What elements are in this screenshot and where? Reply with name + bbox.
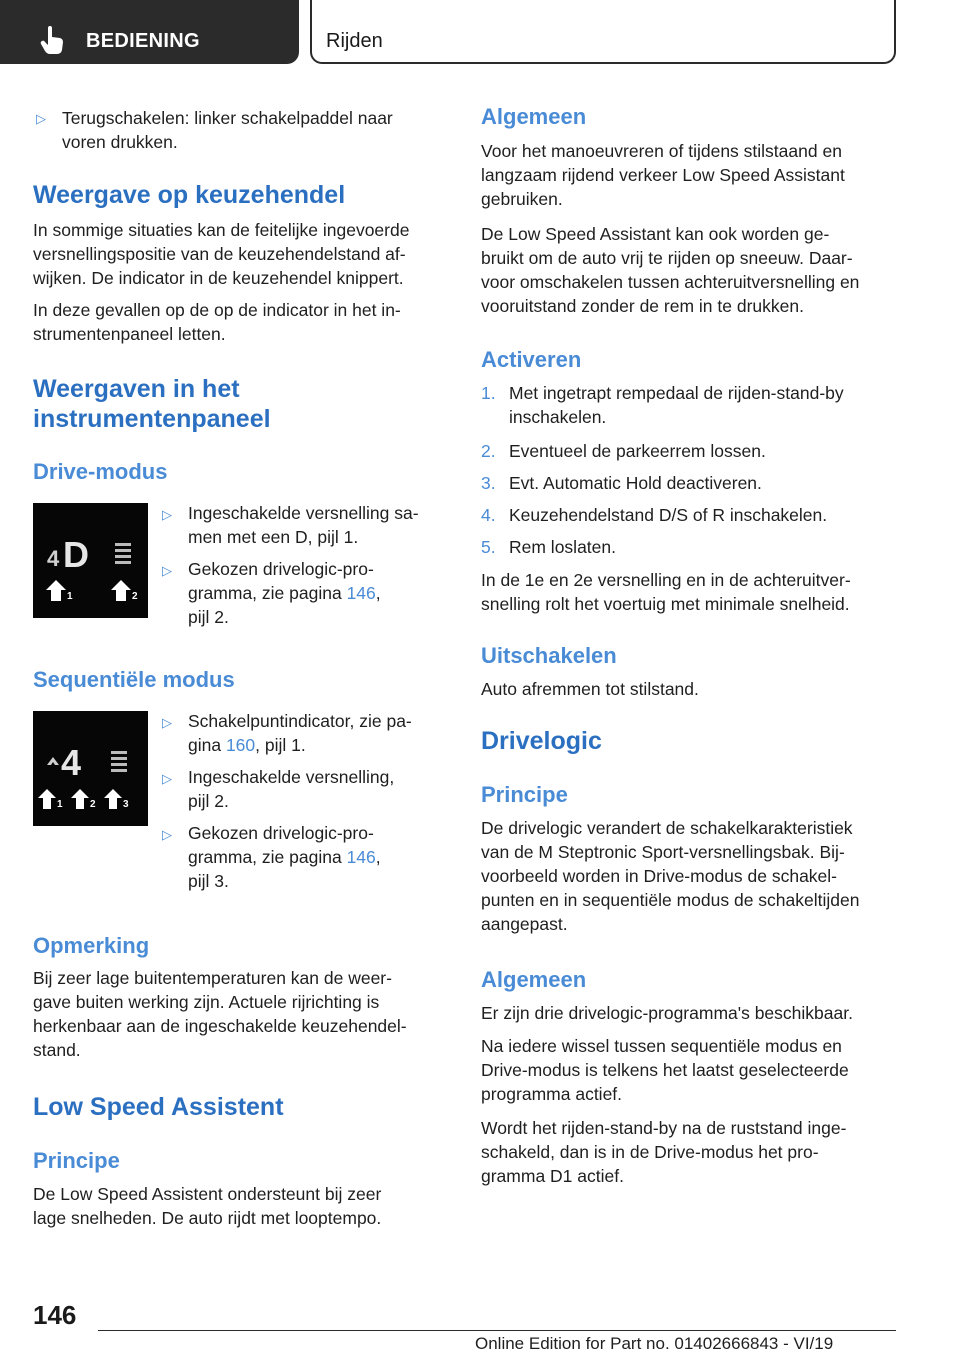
heading-principe: Principe <box>481 782 568 807</box>
paragraph: voorbeeld worden in Drive-modus de schakel‐ <box>481 866 838 886</box>
heading-algemeen-2: Algemeen <box>481 967 587 992</box>
paragraph: schakeld, dan is in de Drive-modus het pro‐ <box>481 1142 819 1162</box>
paragraph: van de M Steptronic Sport-versnellingsbak. Bij‐ <box>481 842 845 862</box>
paragraph: gebruiken. <box>481 189 563 209</box>
paragraph: Auto afremmen tot stilstand. <box>481 679 699 699</box>
paragraph: bruikt om de auto vrij te rijden op sneeuw. Daar‐ <box>481 248 853 268</box>
paragraph: De Low Speed Assistent ondersteunt bij zeer <box>33 1184 382 1204</box>
paragraph: In de 1e en 2e versnelling en in de achteruitver‐ <box>481 570 851 590</box>
bullet-text: pijl 2. <box>188 607 229 627</box>
step-text: Eventueel de parkeerrem lossen. <box>509 441 766 461</box>
arrow-label: 2 <box>132 591 138 602</box>
heading-drivelogic: Drivelogic <box>481 727 602 755</box>
sequential-mode-display-image <box>33 711 148 826</box>
paragraph: herkenbaar aan de ingeschakelde keuzehendel‐ <box>33 1016 407 1036</box>
paragraph: De Low Speed Assistant kan ook worden ge‐ <box>481 224 830 244</box>
heading-activeren: Activeren <box>481 347 582 372</box>
paragraph: Na iedere wissel tussen sequentiële modus en <box>481 1036 842 1056</box>
paragraph: Wordt het rijden-stand-by na de ruststand inge‐ <box>481 1118 847 1138</box>
step-number: 5. <box>481 537 496 557</box>
heading-weergaven-instrumentenpaneel: instrumentenpaneel <box>33 405 271 433</box>
paragraph: wijken. De indicator in de keuzehendel knippert. <box>33 268 404 288</box>
paragraph: voor omschakelen tussen achteruitversnelling en <box>481 272 860 292</box>
drive-mode-display-image <box>33 503 148 618</box>
bullet-text: Gekozen drivelogic-pro‐ <box>188 559 374 579</box>
bullet-text: Terugschakelen: linker schakelpaddel naar <box>62 108 393 128</box>
paragraph: lage snelheden. De auto rijdt met looptempo. <box>33 1208 382 1228</box>
display-gear: 4 <box>61 742 82 783</box>
chapter-label: BEDIENING <box>86 30 200 52</box>
paragraph: snelling rolt het voertuig met minimale snelheid. <box>481 594 850 614</box>
paragraph: versnellingspositie van de keuzehendelstand af‐ <box>33 244 406 264</box>
paragraph: gramma D1 actief. <box>481 1166 624 1186</box>
heading-low-speed-assistent: Low Speed Assistent <box>33 1093 284 1121</box>
display-gear: D <box>63 534 89 575</box>
chapter-tab <box>0 0 299 64</box>
bullet-triangle-icon: ▷ <box>162 771 172 786</box>
bullet-text: Ingeschakelde versnelling sa‐ <box>188 503 419 523</box>
paragraph: stand. <box>33 1040 81 1060</box>
heading-weergaven-instrumentenpaneel: Weergaven in het <box>33 375 240 403</box>
page-link[interactable]: 146 <box>346 583 376 603</box>
bullet-triangle-icon: ▷ <box>162 507 172 522</box>
step-text: inschakelen. <box>509 407 607 427</box>
bullet-text: gina 160, pijl 1. <box>188 735 306 755</box>
bullet-triangle-icon: ▷ <box>162 715 172 730</box>
edition-note: Online Edition for Part no. 01402666843 - VI/19 <box>475 1334 834 1353</box>
bullet-text: gramma, zie pagina 146, <box>188 847 381 867</box>
step-text: Met ingetrapt rempedaal de rijden-stand-by <box>509 383 844 403</box>
bullet-text: pijl 3. <box>188 871 229 891</box>
bullet-triangle-icon: ▷ <box>162 563 172 578</box>
bullet-text: pijl 2. <box>188 791 229 811</box>
paragraph: vooruitstand zonder de rem in te drukken. <box>481 296 804 316</box>
paragraph: programma actief. <box>481 1084 623 1104</box>
paragraph: Er zijn drie drivelogic-programma's beschikbaar. <box>481 1003 853 1023</box>
paragraph: gave buiten werking zijn. Actuele rijrichting is <box>33 992 380 1012</box>
step-number: 2. <box>481 441 496 461</box>
bullet-text: Ingeschakelde versnelling, <box>188 767 395 787</box>
heading-algemeen: Algemeen <box>481 104 587 129</box>
bullet-text: Schakelpuntindicator, zie pa‐ <box>188 711 412 731</box>
heading-sequentiele-modus: Sequentiële modus <box>33 667 235 692</box>
bullet-text: men met een D, pijl 1. <box>188 527 359 547</box>
arrow-label: 1 <box>67 591 73 602</box>
arrow-label: 1 <box>57 799 63 810</box>
step-number: 4. <box>481 505 496 525</box>
paragraph: De drivelogic verandert de schakelkarakteristiek <box>481 818 853 838</box>
section-header <box>310 0 896 64</box>
heading-opmerking: Opmerking <box>33 933 150 958</box>
page-link[interactable]: 160 <box>225 735 256 755</box>
paragraph: Voor het manoeuvreren of tijdens stilstaand en <box>481 141 842 161</box>
arrow-label: 3 <box>123 799 129 810</box>
paragraph: In deze gevallen op de op de indicator in het in‐ <box>33 300 401 320</box>
display-prog-number: 4 <box>47 546 60 571</box>
paragraph: In sommige situaties kan de feitelijke ingevoerde <box>33 220 410 240</box>
page-link[interactable]: 146 <box>346 847 376 867</box>
paragraph: Bij zeer lage buitentemperaturen kan de weer‐ <box>33 968 392 988</box>
bullet-triangle-icon: ▷ <box>162 827 172 842</box>
paragraph: strumentenpaneel letten. <box>33 324 226 344</box>
page-number: 146 <box>33 1300 77 1330</box>
paragraph: punten en in sequentiële modus de schakeltijden <box>481 890 860 910</box>
section-label: Rijden <box>326 30 383 52</box>
hand-pointer-icon <box>40 26 64 54</box>
bullet-text: Gekozen drivelogic-pro‐ <box>188 823 374 843</box>
paragraph: Drive-modus is telkens het laatst geselecteerde <box>481 1060 849 1080</box>
bullet-triangle-icon: ▷ <box>36 111 46 126</box>
bullet-text: gramma, zie pagina 146, <box>188 583 381 603</box>
paragraph: langzaam rijdend verkeer Low Speed Assistant <box>481 165 845 185</box>
heading-principe: Principe <box>33 1148 120 1173</box>
heading-uitschakelen: Uitschakelen <box>481 643 617 668</box>
arrow-label: 2 <box>90 799 96 810</box>
heading-drive-modus: Drive-modus <box>33 459 168 484</box>
step-text: Rem loslaten. <box>509 537 616 557</box>
step-text: Keuzehendelstand D/S of R inschakelen. <box>509 505 828 525</box>
bullet-text: voren drukken. <box>62 132 178 152</box>
step-text: Evt. Automatic Hold deactiveren. <box>509 473 762 493</box>
paragraph: aangepast. <box>481 914 568 934</box>
step-number: 3. <box>481 473 496 493</box>
heading-weergave-keuzehendel: Weergave op keuzehendel <box>33 181 346 209</box>
step-number: 1. <box>481 383 496 403</box>
footer-divider <box>98 1330 896 1331</box>
